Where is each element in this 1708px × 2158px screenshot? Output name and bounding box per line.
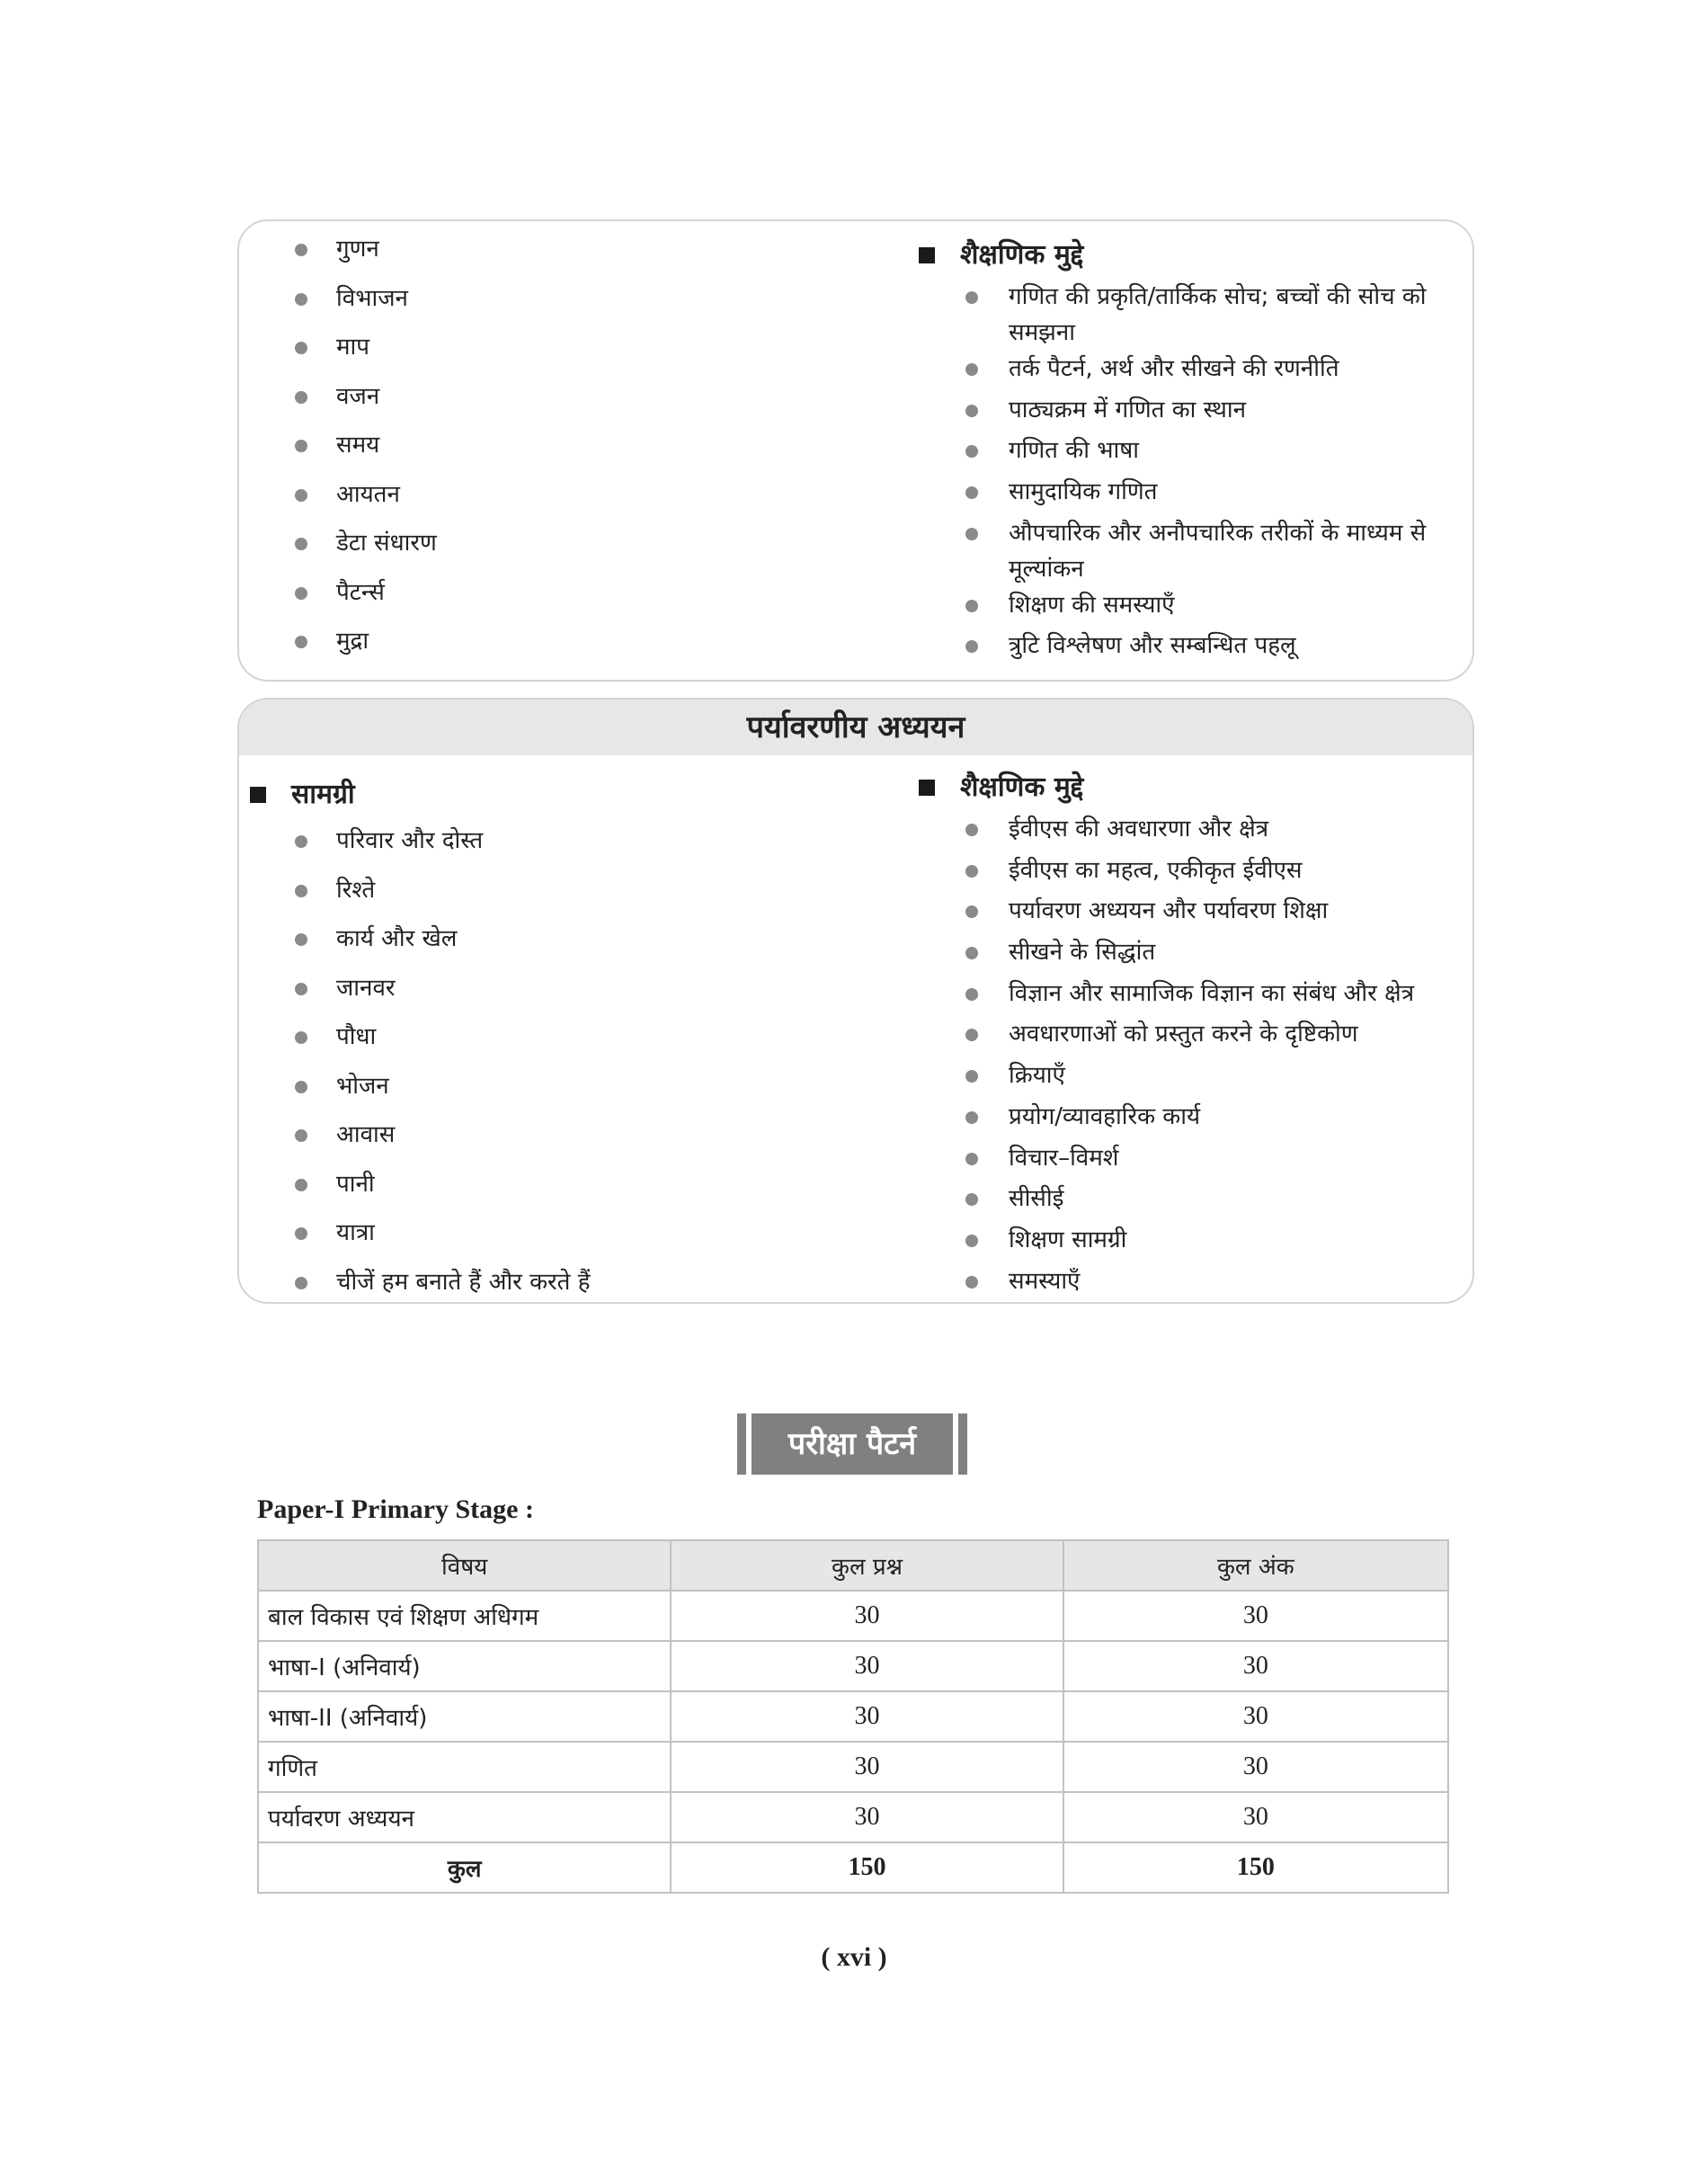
- list-item: गुणन: [239, 234, 814, 283]
- cell-questions: 30: [671, 1742, 1063, 1792]
- cell-marks: 30: [1063, 1591, 1448, 1641]
- list-item: मुद्रा: [239, 626, 814, 675]
- maths-syllabus-box: [237, 219, 1474, 682]
- list-item: डेटा संधारण: [239, 528, 814, 577]
- banner-bar-right: [953, 1413, 958, 1475]
- cell-total-label: कुल: [258, 1842, 671, 1893]
- list-item: अवधारणाओं को प्रस्तुत करने के दृष्टिकोण: [965, 1016, 1467, 1057]
- cell-total-marks: 150: [1063, 1842, 1448, 1893]
- list-item: तर्क पैटर्न, अर्थ और सीखने की रणनीति: [965, 351, 1458, 392]
- table-row: [258, 1691, 1448, 1742]
- cell-questions: 30: [671, 1591, 1063, 1641]
- cell-subject: पर्यावरण अध्ययन: [258, 1792, 671, 1842]
- list-item: पाठ्यक्रम में गणित का स्थान: [965, 392, 1458, 433]
- list-item: त्रुटि विश्लेषण और सम्बन्धित पहलू: [965, 628, 1458, 669]
- evs-section-title: पर्यावरणीय अध्ययन: [239, 700, 1472, 755]
- list-item: प्रयोग/व्यावहारिक कार्य: [965, 1099, 1467, 1140]
- evs-pedagogy-heading: शैक्षणिक मुद्दे: [919, 770, 1467, 811]
- header-subject: विषय: [258, 1540, 671, 1591]
- table-total-row: [258, 1842, 1448, 1893]
- list-item: आयतन: [239, 479, 814, 529]
- cell-subject: भाषा-II (अनिवार्य): [258, 1691, 671, 1742]
- maths-content-column: [239, 234, 814, 675]
- evs-pedagogy-column: [919, 770, 1467, 1304]
- cell-subject: गणित: [258, 1742, 671, 1792]
- evs-pedagogy-list: [965, 811, 1467, 1304]
- cell-subject: भाषा-I (अनिवार्य): [258, 1641, 671, 1691]
- cell-marks: 30: [1063, 1641, 1448, 1691]
- list-item: ईवीएस का महत्व, एकीकृत ईवीएस: [965, 852, 1467, 894]
- table-row: [258, 1641, 1448, 1691]
- banner-bar-left: [746, 1413, 752, 1475]
- table-header-row: [258, 1540, 1448, 1591]
- list-item: यात्रा: [239, 1217, 825, 1267]
- cell-subject: बाल विकास एवं शिक्षण अधिगम: [258, 1591, 671, 1641]
- list-item: औपचारिक और अनौपचारिक तरीकों के माध्यम से मूल्यांकन: [965, 515, 1458, 587]
- list-item: गणित की भाषा: [965, 432, 1458, 474]
- list-item: शिक्षण सामग्री: [965, 1222, 1467, 1263]
- evs-content-list: [239, 825, 825, 1304]
- list-item: विभाजन: [239, 283, 814, 333]
- cell-total-questions: 150: [671, 1842, 1063, 1893]
- list-item: समय: [239, 430, 814, 479]
- list-item: परिवार और दोस्त: [239, 825, 825, 875]
- maths-pedagogy-column: [919, 237, 1458, 669]
- list-item: पानी: [239, 1169, 825, 1218]
- evs-content-heading: सामग्री: [250, 777, 825, 825]
- list-item: विज्ञान और सामाजिक विज्ञान का संबंध और क्षेत्र: [965, 976, 1467, 1017]
- list-item: पर्यावरण अध्ययन और पर्यावरण शिक्षा: [965, 893, 1467, 934]
- list-item: सीखने के सिद्धांत: [965, 934, 1467, 976]
- table-row: [258, 1742, 1448, 1792]
- cell-marks: 30: [1063, 1691, 1448, 1742]
- header-questions: कुल प्रश्न: [671, 1540, 1063, 1591]
- maths-pedagogy-heading: शैक्षणिक मुद्दे: [919, 237, 1458, 279]
- list-item: भोजन: [239, 1071, 825, 1120]
- list-item: रिश्ते: [239, 875, 825, 924]
- list-item: पौधा: [239, 1021, 825, 1071]
- table-row: [258, 1591, 1448, 1641]
- cell-questions: 30: [671, 1691, 1063, 1742]
- evs-content-column: [250, 777, 825, 1304]
- cell-marks: 30: [1063, 1792, 1448, 1842]
- list-item: पैटर्न्स: [239, 577, 814, 627]
- exam-pattern-table: [257, 1539, 1449, 1894]
- list-item: समस्याएँ: [965, 1263, 1467, 1304]
- cell-questions: 30: [671, 1792, 1063, 1842]
- cell-questions: 30: [671, 1641, 1063, 1691]
- table-row: [258, 1792, 1448, 1842]
- page-number: ( xvi ): [821, 1942, 887, 1972]
- exam-pattern-banner: [737, 1413, 967, 1475]
- header-marks: कुल अंक: [1063, 1540, 1448, 1591]
- list-item: सीसीई: [965, 1181, 1467, 1222]
- list-item: गणित की प्रकृति/तार्किक सोच; बच्चों की सोच को समझना: [965, 279, 1458, 351]
- list-item: चीजें हम बनाते हैं और करते हैं: [239, 1267, 825, 1305]
- list-item: जानवर: [239, 973, 825, 1022]
- exam-pattern-title: परीक्षा पैटर्न: [787, 1426, 917, 1462]
- list-item: सामुदायिक गणित: [965, 474, 1458, 515]
- maths-content-list: [239, 234, 814, 675]
- list-item: ईवीएस की अवधारणा और क्षेत्र: [965, 811, 1467, 852]
- list-item: विचार–विमर्श: [965, 1140, 1467, 1182]
- list-item: आवास: [239, 1119, 825, 1169]
- list-item: शिक्षण की समस्याएँ: [965, 587, 1458, 629]
- cell-marks: 30: [1063, 1742, 1448, 1792]
- paper-label: Paper-I Primary Stage :: [257, 1494, 534, 1524]
- list-item: क्रियाएँ: [965, 1057, 1467, 1099]
- list-item: वजन: [239, 381, 814, 431]
- list-item: माप: [239, 332, 814, 381]
- maths-pedagogy-list: [965, 279, 1458, 669]
- evs-syllabus-box: [237, 698, 1474, 1304]
- list-item: कार्य और खेल: [239, 923, 825, 973]
